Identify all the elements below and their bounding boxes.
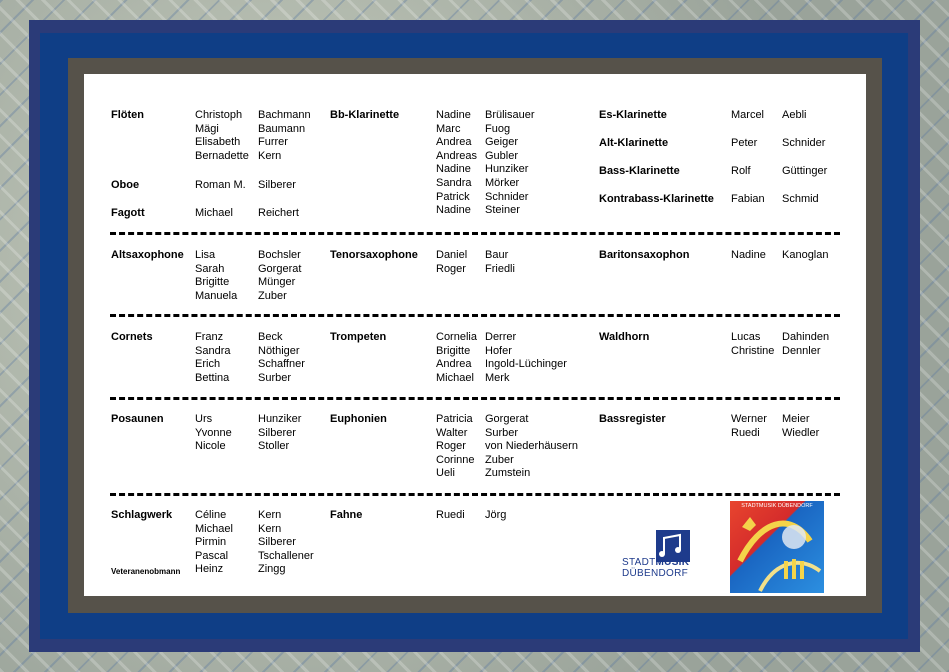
section-divider xyxy=(110,493,840,496)
last-name: Güttinger xyxy=(782,165,828,177)
last-name: Mörker xyxy=(485,176,520,189)
logo-dubendorf: DÜBENDORF xyxy=(622,568,689,579)
first-name: Michael xyxy=(195,207,233,219)
first-names xyxy=(195,331,230,385)
last-names xyxy=(782,331,829,358)
first-name: Cornelia xyxy=(436,331,477,343)
last-name: Reichert xyxy=(258,207,299,219)
poster-image xyxy=(730,501,824,593)
last-name: Silberer xyxy=(258,426,296,439)
last-name: Furrer xyxy=(258,136,288,149)
first-name: Andreas xyxy=(436,149,477,162)
section-divider xyxy=(110,397,840,400)
first-name: Werner xyxy=(731,413,767,425)
first-name: Marc xyxy=(436,122,461,135)
first-name: Heinz xyxy=(195,563,224,576)
first-names xyxy=(436,413,475,481)
first-name: Corinne xyxy=(436,453,475,466)
logo-text xyxy=(622,557,689,568)
last-names xyxy=(782,413,819,440)
last-name: Kanoglan xyxy=(782,249,829,261)
first-names xyxy=(195,249,237,303)
first-name: Brigitte xyxy=(195,276,230,289)
first-name: Rolf xyxy=(731,165,751,177)
first-name: Sarah xyxy=(195,262,225,275)
last-name: Steiner xyxy=(485,204,520,217)
first-name: Nicole xyxy=(195,440,226,453)
last-names xyxy=(485,249,515,276)
section-divider xyxy=(110,314,840,317)
first-name: Marcel xyxy=(731,109,765,121)
last-name: Wiedler xyxy=(782,426,820,439)
first-names xyxy=(436,249,467,276)
section-label: Fahne xyxy=(330,509,363,521)
last-name: Gorgerat xyxy=(258,262,302,275)
first-names xyxy=(731,137,757,151)
section-label: Bb-Klarinette xyxy=(330,109,400,121)
first-name: Céline xyxy=(195,509,227,521)
last-name: Bachmann xyxy=(258,109,311,121)
section-label: Trompeten xyxy=(330,331,387,343)
first-names xyxy=(195,413,232,454)
last-name: Gubler xyxy=(485,149,519,162)
last-name: Silberer xyxy=(258,536,296,549)
section-label: Tenorsaxophone xyxy=(330,249,418,261)
last-name: Hunziker xyxy=(485,163,529,176)
last-names xyxy=(485,509,506,523)
last-name: Stoller xyxy=(258,440,290,453)
first-name: Elisabeth xyxy=(195,136,241,149)
first-name: Pascal xyxy=(195,549,229,562)
first-names xyxy=(436,509,465,523)
first-name: Fabian xyxy=(731,193,765,205)
last-names xyxy=(258,207,299,221)
last-name: Münger xyxy=(258,276,296,289)
last-name: von Niederhäusern xyxy=(485,440,578,453)
last-name: Bochsler xyxy=(258,249,301,261)
last-name: Kern xyxy=(258,149,282,162)
first-name: Daniel xyxy=(436,249,468,261)
first-name: Roger xyxy=(436,440,466,453)
first-name: Bettina xyxy=(195,371,230,384)
first-names xyxy=(731,249,766,263)
last-names xyxy=(258,109,311,163)
last-name: Aebli xyxy=(782,109,807,121)
last-names xyxy=(258,249,301,303)
first-names xyxy=(195,207,233,221)
first-name: Christine xyxy=(731,344,775,357)
last-names xyxy=(258,413,301,454)
first-name: Roger xyxy=(436,262,466,275)
last-names xyxy=(485,109,535,218)
last-name: Surber xyxy=(485,426,519,439)
first-names xyxy=(436,331,477,385)
first-names xyxy=(731,165,751,179)
last-names xyxy=(782,249,829,263)
first-name: Franz xyxy=(195,331,224,343)
first-name: Michael xyxy=(436,371,474,384)
last-names xyxy=(258,509,314,577)
section-label: Euphonien xyxy=(330,413,387,425)
section-label: Alt-Klarinette xyxy=(599,137,669,149)
last-name: Friedli xyxy=(485,262,515,275)
last-name: Schnider xyxy=(485,190,529,203)
last-name: Brülisauer xyxy=(485,109,535,121)
first-name: Nadine xyxy=(731,249,766,261)
first-names xyxy=(195,179,246,193)
roster-sheet xyxy=(84,74,866,596)
first-name: Michael xyxy=(195,522,233,535)
section-label: Altsaxophone xyxy=(111,249,184,261)
last-name: Baur xyxy=(485,249,509,261)
first-name: Walter xyxy=(436,426,468,439)
last-name: Silberer xyxy=(258,179,296,191)
logo-musik: MUSIK xyxy=(655,557,690,568)
first-names xyxy=(195,509,233,577)
first-name: Ruedi xyxy=(731,426,760,439)
last-name: Tschallener xyxy=(258,549,314,562)
last-names xyxy=(485,331,567,385)
first-name: Roman M. xyxy=(195,179,246,191)
last-names xyxy=(782,193,819,207)
last-name: Zingg xyxy=(258,563,286,576)
section-label: Kontrabass-Klarinette xyxy=(599,193,714,205)
section-divider xyxy=(110,232,840,235)
last-name: Dennler xyxy=(782,344,821,357)
first-name: Nadine xyxy=(436,109,471,121)
last-name: Geiger xyxy=(485,136,519,149)
first-name: Lucas xyxy=(731,331,761,343)
first-name: Nadine xyxy=(436,163,471,176)
section-label: Fagott xyxy=(111,207,145,219)
first-name: Nadine xyxy=(436,204,471,217)
last-name: Fuog xyxy=(485,122,511,135)
first-name: Mägi xyxy=(195,122,219,135)
last-names xyxy=(258,331,305,385)
last-names xyxy=(782,165,827,179)
last-name: Kern xyxy=(258,522,282,535)
last-name: Surber xyxy=(258,371,292,384)
section-label: Veteranenobmann xyxy=(111,567,181,576)
first-name: Bernadette xyxy=(195,149,249,162)
last-name: Nöthiger xyxy=(258,344,300,357)
first-name: Andrea xyxy=(436,136,472,149)
last-name: Hunziker xyxy=(258,413,302,425)
first-name: Lisa xyxy=(195,249,216,261)
last-name: Zuber xyxy=(485,453,514,466)
first-names xyxy=(436,109,477,218)
first-names xyxy=(731,109,764,123)
first-names xyxy=(195,109,249,163)
section-label: Posaunen xyxy=(111,413,164,425)
last-name: Jörg xyxy=(485,509,507,521)
last-name: Beck xyxy=(258,331,283,343)
section-label: Bass-Klarinette xyxy=(599,165,680,177)
last-names xyxy=(485,413,578,481)
section-label: Baritonsaxophon xyxy=(599,249,690,261)
last-name: Baumann xyxy=(258,122,306,135)
first-name: Ueli xyxy=(436,467,455,480)
last-name: Dahinden xyxy=(782,331,830,343)
first-name: Sandra xyxy=(436,176,472,189)
first-name: Manuela xyxy=(195,289,238,302)
first-name: Ruedi xyxy=(436,509,465,521)
poster-title: STADTMUSIK DÜBENDORF xyxy=(741,503,813,509)
first-name: Brigitte xyxy=(436,344,471,357)
last-name: Ingold-Lüchinger xyxy=(485,358,567,371)
last-name: Zumstein xyxy=(485,467,531,480)
section-label: Waldhorn xyxy=(599,331,650,343)
first-names xyxy=(731,413,767,440)
first-names xyxy=(731,193,765,207)
section-label: Oboe xyxy=(111,179,140,191)
last-names xyxy=(258,179,296,193)
first-name: Sandra xyxy=(195,344,231,357)
last-name: Schaffner xyxy=(258,358,305,371)
last-names xyxy=(782,137,825,151)
last-name: Schmid xyxy=(782,193,819,205)
first-name: Peter xyxy=(731,137,758,149)
last-name: Meier xyxy=(782,413,810,425)
first-name: Patrick xyxy=(436,190,470,203)
first-name: Yvonne xyxy=(195,426,232,439)
stadtmusik-logo xyxy=(622,530,692,580)
logo-stadt: STADT xyxy=(622,557,656,568)
last-name: Derrer xyxy=(485,331,517,343)
section-label: Es-Klarinette xyxy=(599,109,667,121)
first-names xyxy=(731,331,774,358)
first-name: Patricia xyxy=(436,413,473,425)
first-name: Pirmin xyxy=(195,536,227,549)
first-name: Urs xyxy=(195,413,213,425)
last-name: Schnider xyxy=(782,137,826,149)
last-name: Merk xyxy=(485,371,510,384)
section-label: Flöten xyxy=(111,109,144,121)
section-label: Cornets xyxy=(111,331,153,343)
section-label: Schlagwerk xyxy=(111,509,173,521)
first-name: Christoph xyxy=(195,109,243,121)
last-name: Zuber xyxy=(258,289,287,302)
first-name: Andrea xyxy=(436,358,472,371)
last-name: Kern xyxy=(258,509,282,521)
last-name: Hofer xyxy=(485,344,512,357)
section-label: Bassregister xyxy=(599,413,666,425)
last-name: Gorgerat xyxy=(485,413,529,425)
last-names xyxy=(782,109,806,123)
first-name: Erich xyxy=(195,358,221,371)
